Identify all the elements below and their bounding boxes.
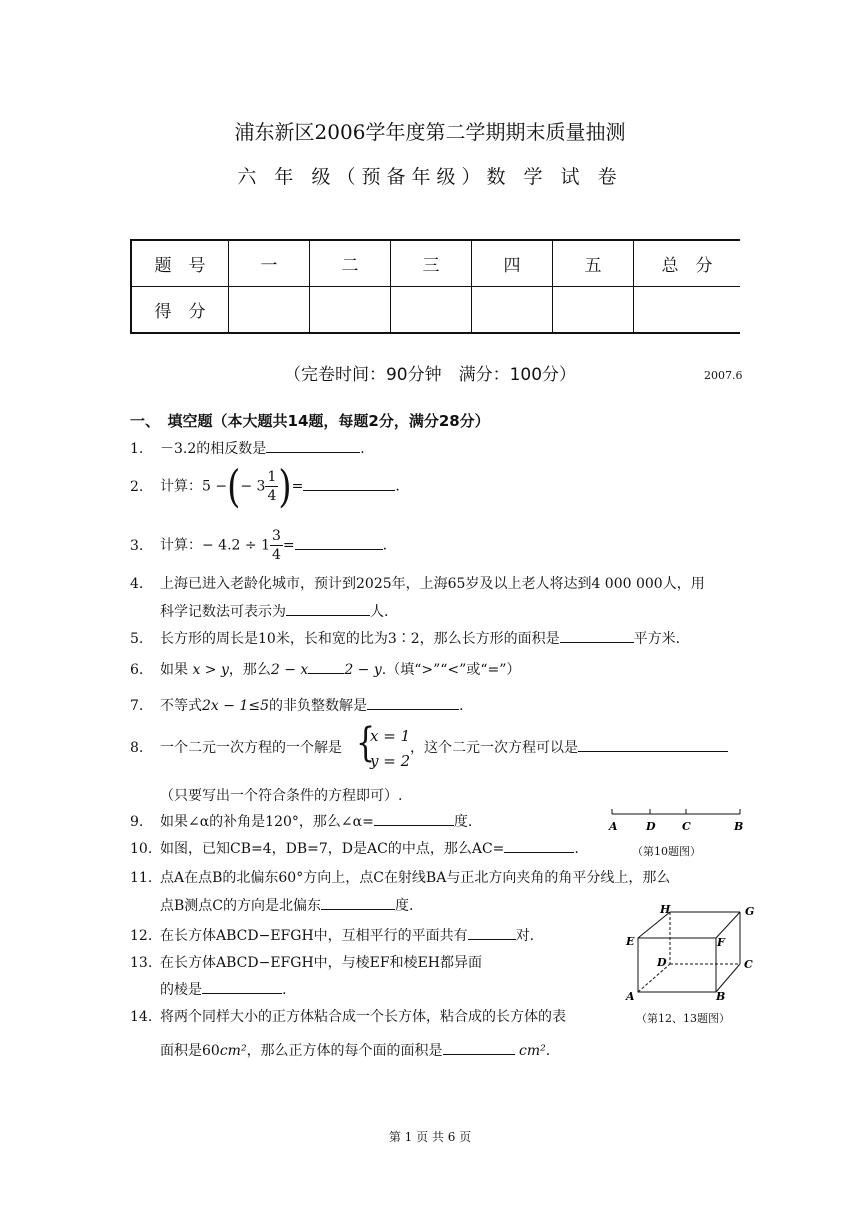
score-header-cell: 总 分 [634, 240, 741, 287]
question-text: 面积是60 [160, 1043, 220, 1059]
question-end: 度. [453, 814, 473, 830]
fraction-numerator: 1 [267, 469, 277, 485]
fraction-denominator: 4 [267, 488, 277, 504]
question-text: ，那么正方体的每个面的面积是 [246, 1043, 443, 1059]
page-subtitle: 六 年 级（预备年级）数 学 试 卷 [237, 166, 623, 188]
vertex-label-h: H [660, 903, 671, 916]
vertex-label-b: B [716, 990, 726, 1003]
answer-blank[interactable] [367, 695, 459, 710]
unit-text: cm² [519, 1043, 546, 1059]
answer-blank[interactable] [560, 628, 634, 643]
question-13-continuation [160, 979, 286, 999]
vertex-label-e: E [626, 935, 635, 948]
math-expression: 2 − y [344, 662, 382, 678]
score-header-cell: 题 号 [131, 240, 229, 287]
equation-1: x = 1 [370, 727, 411, 745]
score-cell [310, 287, 391, 334]
question-text: 如果 [160, 662, 188, 678]
vertex-label-d: D [657, 956, 667, 969]
question-2 [130, 460, 400, 513]
point-label-d: D [646, 820, 656, 833]
question-number: 2. [130, 478, 144, 495]
question-text: ，那么 [228, 662, 271, 678]
score-header-cell: 三 [391, 240, 472, 287]
question-number: 8. [130, 740, 144, 756]
question-end: . [382, 537, 388, 554]
question-3 [130, 527, 387, 564]
question-text: 上海已进入老龄化城市，预计到2025年，上海65岁及以上老人将达到4 000 000人，用 [160, 576, 705, 592]
math-expression: 2 − x [270, 662, 309, 678]
question-8-continuation: （只要写出一个符合条件的方程即可）. [160, 788, 403, 804]
question-number: 7. [130, 698, 144, 714]
score-cell [391, 287, 472, 334]
question-7 [130, 695, 463, 715]
question-text: 的非负整数解是 [268, 698, 367, 714]
answer-blank[interactable] [578, 737, 728, 752]
question-text: ，这个二元一次方程可以是 [410, 740, 578, 756]
vertex-label-f: F [717, 936, 725, 949]
question-14 [130, 1006, 566, 1026]
score-header-cell: 二 [310, 240, 391, 287]
question-text: 在长方体ABCD−EFGH中，与棱EF和棱EH都异面 [160, 955, 483, 971]
question-14-continuation [160, 1040, 550, 1060]
question-text: 将两个同样大小的正方体粘合成一个长方体，粘合成的长方体的表 [160, 1009, 566, 1025]
question-text: 的棱是 [160, 982, 202, 998]
question-4-continuation [160, 601, 388, 621]
system-brace: { [356, 719, 376, 767]
vertex-label-c: C [744, 958, 753, 971]
question-number: 14. [130, 1009, 153, 1025]
exam-date: 2007.6 [704, 369, 743, 382]
figure-12-caption: （第12、13题图） [636, 1012, 730, 1025]
score-cell [229, 287, 310, 334]
question-text: 在长方体ABCD−EFGH中，互相平行的平面共有 [160, 928, 468, 944]
question-text: 科学记数法可表示为 [160, 604, 286, 620]
question-number: 5. [130, 631, 144, 647]
page-footer: 第 1 页 共 6 页 [388, 1130, 472, 1144]
score-table [130, 239, 740, 334]
fraction-denominator: 4 [271, 547, 281, 563]
question-end: . [458, 698, 464, 714]
question-end: . [574, 841, 579, 857]
score-cell [472, 287, 553, 334]
equation-2: y = 2 [370, 752, 411, 770]
question-text: 如果∠α的补角是120°，那么∠α= [160, 814, 374, 830]
question-end: . [395, 478, 400, 495]
answer-blank[interactable] [266, 438, 360, 453]
question-end: .（填“>”“<”或“=”） [381, 662, 521, 678]
question-number: 4. [130, 576, 144, 592]
page-title: 浦东新区2006学年度第二学期期末质量抽测 [234, 120, 626, 144]
answer-blank[interactable] [303, 476, 395, 491]
question-number: 1. [130, 441, 144, 457]
question-text: 不等式 [160, 698, 202, 714]
question-8-tail [410, 737, 728, 757]
fraction [270, 527, 283, 564]
equals-sign: = [282, 537, 295, 554]
score-cell [634, 287, 741, 334]
score-row-label: 得 分 [131, 287, 229, 334]
question-text: 点B测点C的方向是北偏东 [160, 898, 321, 914]
right-paren: ) [278, 460, 292, 513]
section-title: 一、 填空题（本大题共14题，每题2分，满分28分） [130, 412, 490, 430]
question-end: 平方米. [633, 631, 681, 647]
answer-blank[interactable] [295, 535, 383, 550]
point-label-a: A [609, 820, 618, 833]
question-text: －3.2的相反数是 [160, 441, 267, 457]
answer-blank[interactable] [286, 601, 370, 616]
unit-text: cm² [219, 1043, 247, 1059]
question-10 [130, 838, 579, 858]
point-label-c: C [682, 820, 691, 833]
question-end: . [282, 982, 287, 998]
question-1 [130, 438, 365, 458]
figure-10-caption: （第10题图） [632, 845, 701, 858]
equals-sign: = [291, 478, 304, 495]
figure-10-line-segment [606, 804, 746, 836]
question-number: 9. [130, 814, 144, 830]
score-cell [553, 287, 634, 334]
fraction-numerator: 3 [271, 528, 281, 544]
question-12 [130, 925, 534, 945]
question-text: 长方形的周长是10米，长和宽的比为3∶2，那么长方形的面积是 [160, 631, 560, 647]
score-header-cell: 四 [472, 240, 553, 287]
question-number: 6. [130, 662, 144, 678]
vertex-label-g: G [745, 905, 755, 918]
answer-blank[interactable] [504, 838, 574, 853]
question-13 [130, 952, 482, 972]
question-number: 13. [130, 955, 153, 971]
answer-blank[interactable] [321, 895, 395, 910]
figure-12-cuboid [620, 900, 760, 1006]
question-end: 人. [370, 604, 389, 620]
answer-blank[interactable] [308, 659, 344, 674]
question-end: . [360, 441, 365, 457]
answer-blank[interactable] [443, 1040, 515, 1055]
answer-blank[interactable] [202, 979, 282, 994]
question-text: 一个二元一次方程的一个解是 [160, 740, 342, 756]
left-paren: ( [227, 460, 241, 513]
question-number: 12. [130, 928, 153, 944]
question-5 [130, 628, 680, 648]
question-text: 点A在点B的北偏东60°方向上，点C在射线BA与正北方向夹角的角平分线上，那么 [160, 870, 671, 886]
score-header-cell: 一 [229, 240, 310, 287]
math-expression: 2x − 1≤5 [202, 698, 269, 714]
score-table-score-row [131, 287, 740, 334]
question-text: 计算：5 − [160, 478, 228, 495]
exam-info: （完卷时间：90分钟 满分：100分） [283, 365, 577, 385]
question-end: . [545, 1043, 551, 1059]
question-number: 3. [130, 537, 144, 554]
question-text: 计算：− 4.2 ÷ 1 [160, 537, 270, 554]
question-8 [130, 737, 342, 757]
math-expression: x > y [192, 662, 229, 678]
question-11-continuation [160, 895, 413, 915]
question-9 [130, 811, 472, 831]
expr-text: − 3 [240, 478, 266, 495]
question-6 [130, 659, 520, 679]
answer-blank[interactable] [468, 925, 516, 940]
score-table-header-row [131, 240, 740, 287]
score-header-cell: 五 [553, 240, 634, 287]
question-number: 10. [130, 841, 153, 857]
question-number: 11. [130, 870, 153, 886]
answer-blank[interactable] [374, 811, 454, 826]
question-11 [130, 867, 670, 887]
question-4 [130, 573, 705, 593]
question-end: 度. [395, 898, 414, 914]
question-text: 如图，已知CB=4，DB=7，D是AC的中点，那么AC= [160, 841, 505, 857]
question-end: 对. [515, 928, 535, 944]
vertex-label-a: A [626, 990, 635, 1003]
point-label-b: B [734, 820, 744, 833]
fraction [265, 468, 278, 505]
